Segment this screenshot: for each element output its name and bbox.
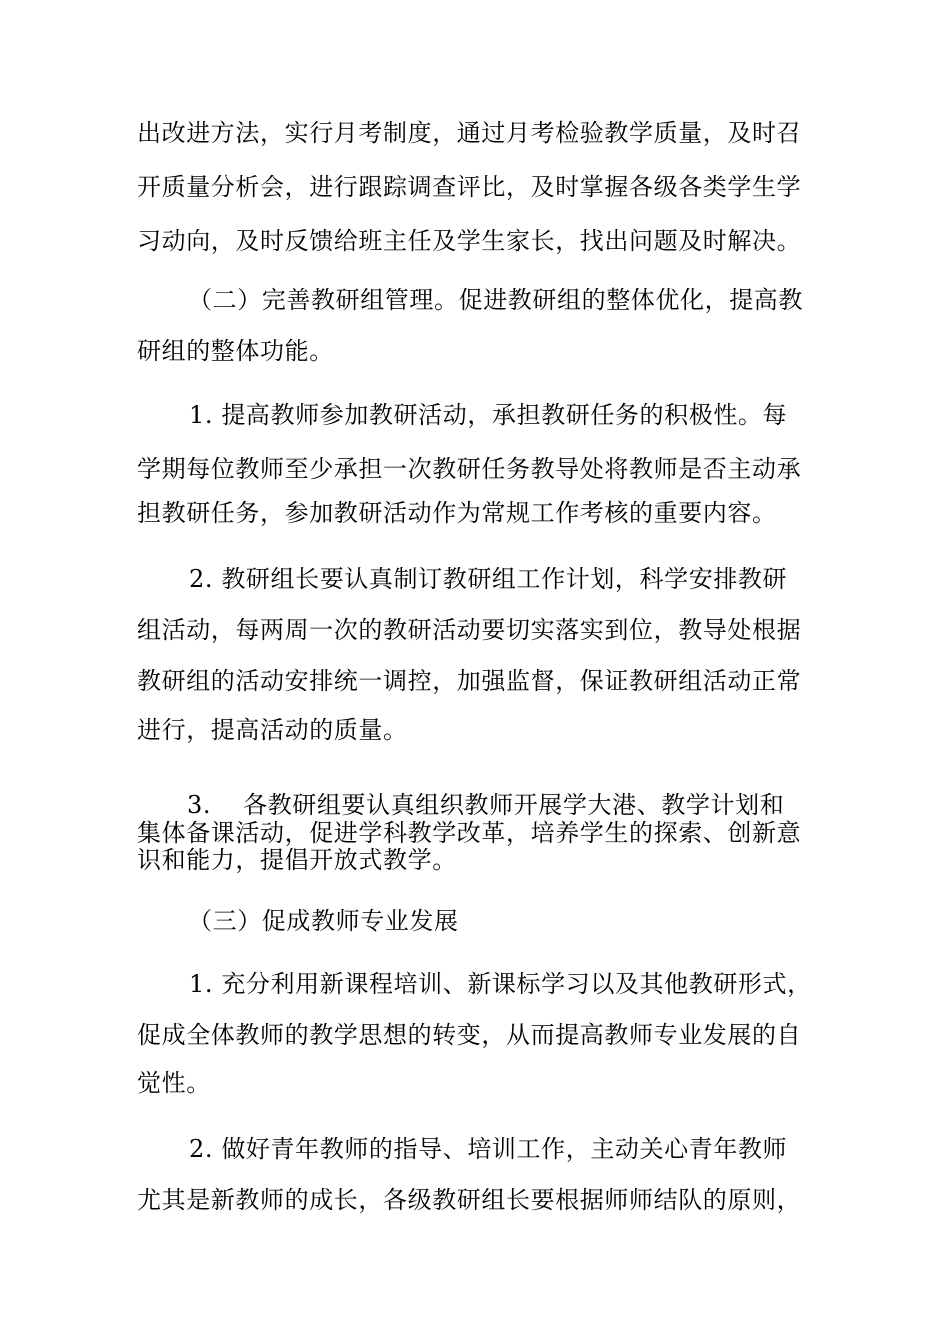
paragraph-line: 学期每位教师至少承担一次教研任务教导处将教师是否主动承	[137, 455, 802, 483]
list-item-line	[187, 791, 784, 819]
list-item-line: 2. 教研组长要认真制订教研组工作计划，科学安排教研	[189, 565, 788, 593]
paragraph-line: 开质量分析会，进行跟踪调查评比，及时掌握各级各类学生学	[137, 173, 802, 201]
paragraph-line: 集体备课活动，促进学科教学改革，培养学生的探索、创新意	[137, 819, 802, 847]
paragraph-line: 教研组的活动安排统一调控，加强监督，保证教研组活动正常	[137, 667, 802, 695]
list-item-line: 2. 做好青年教师的指导、培训工作，主动关心青年教师	[189, 1135, 788, 1163]
paragraph-line: 识和能力，提倡开放式教学。	[137, 846, 457, 874]
list-item-number: 3.	[187, 791, 212, 819]
paragraph-line: 出改进方法，实行月考制度，通过月考检验教学质量，及时召	[137, 119, 802, 147]
paragraph-line: 担教研任务，参加教研活动作为常规工作考核的重要内容。	[137, 499, 777, 527]
list-item-line: 1. 提高教师参加教研活动，承担教研任务的积极性。每	[189, 401, 788, 429]
section-heading: （二）完善教研组管理。促进教研组的整体优化，提高教	[188, 286, 803, 314]
paragraph-line: 习动向，及时反馈给班主任及学生家长，找出问题及时解决。	[137, 227, 802, 255]
paragraph-line: 研组的整体功能。	[137, 337, 334, 365]
section-heading: （三）促成教师专业发展	[188, 907, 459, 935]
paragraph-line: 组活动，每两周一次的教研活动要切实落实到位，教导处根据	[137, 616, 802, 644]
paragraph-line: 尤其是新教师的成长，各级教研组长要根据师师结队的原则，	[137, 1186, 802, 1214]
paragraph-line: 觉性。	[137, 1069, 211, 1097]
paragraph-line: 进行，提高活动的质量。	[137, 716, 408, 744]
paragraph-line: 促成全体教师的教学思想的转变，从而提高教师专业发展的自	[137, 1021, 802, 1049]
list-item-text: 各教研组要认真组织教师开展学大港、教学计划和	[243, 791, 785, 819]
list-item-line: 1. 充分利用新课程培训、新课标学习以及其他教研形式，	[189, 970, 812, 998]
